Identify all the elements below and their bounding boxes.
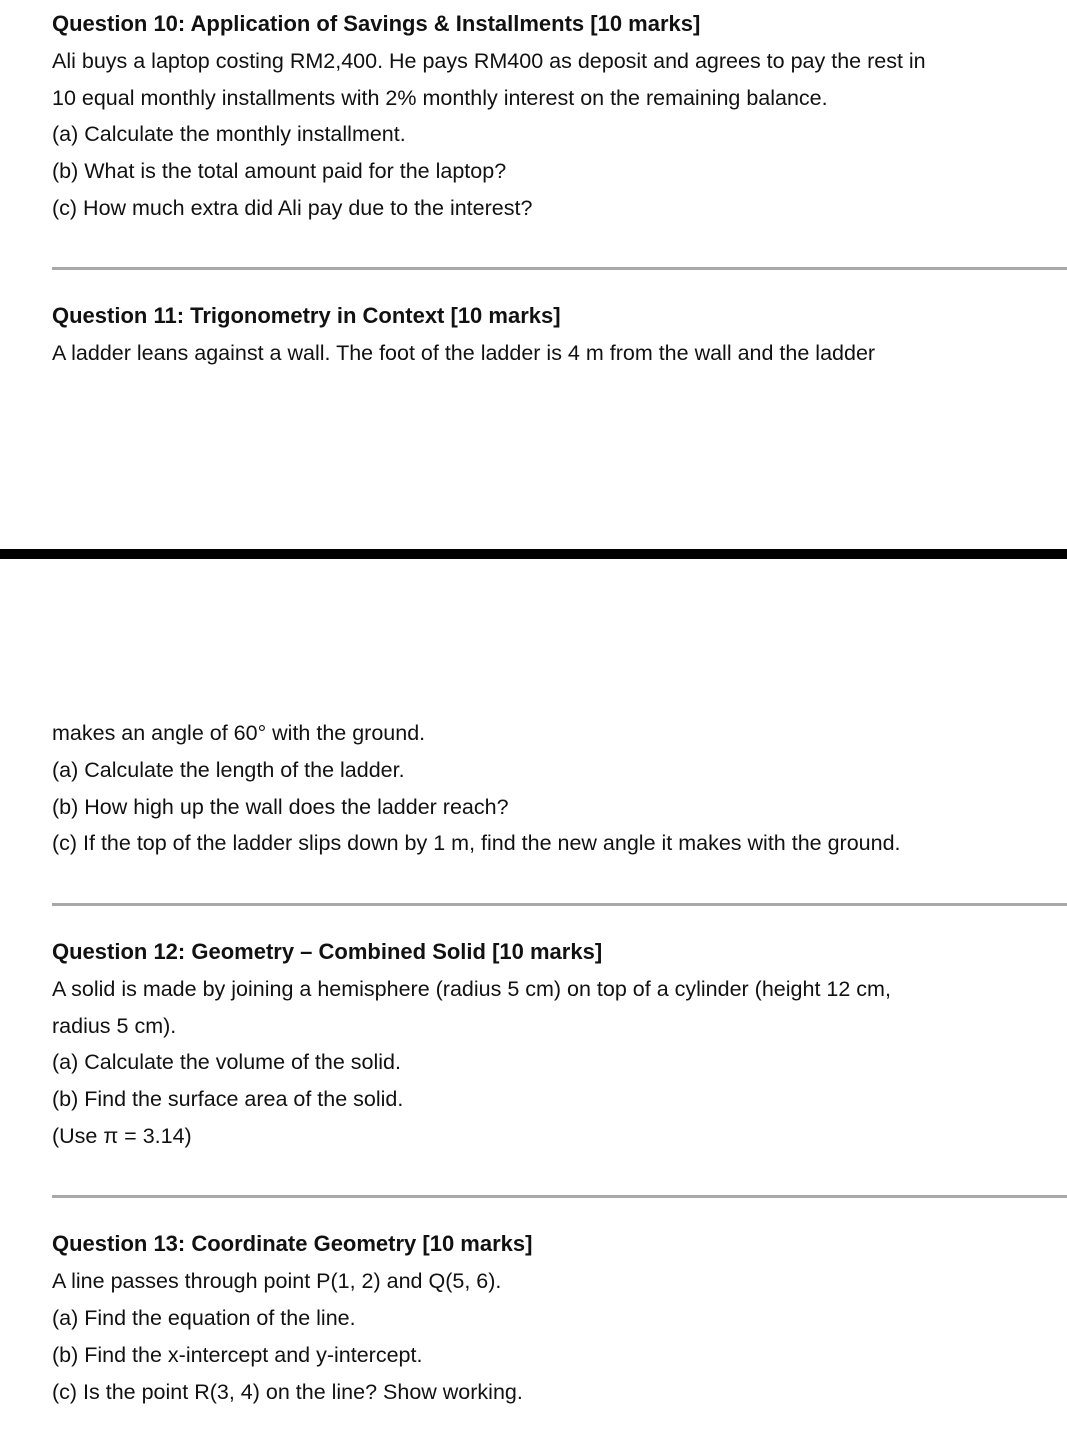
section-divider [52, 903, 1067, 906]
question-13-text: A line passes through point P(1, 2) and Q(5, 6). [52, 1269, 502, 1293]
question-11-text: makes an angle of 60° with the ground. [52, 721, 426, 745]
question-13-part-a: (a) Find the equation of the line. [52, 1306, 356, 1330]
section-divider [52, 1195, 1067, 1198]
question-13-title: Question 13: Coordinate Geometry [10 marks] [52, 1231, 533, 1256]
question-10-part-b: (b) What is the total amount paid for the laptop? [52, 159, 507, 183]
question-12-text: A solid is made by joining a hemisphere (radius 5 cm) on top of a cylinder (height 12 cm, [52, 977, 891, 1001]
question-12-text: radius 5 cm). [52, 1014, 177, 1038]
question-12-part-b: (b) Find the surface area of the solid. [52, 1087, 404, 1111]
question-10-title: Question 10: Application of Savings & Installments [10 marks] [52, 11, 701, 36]
section-divider [52, 267, 1067, 270]
question-11-part-b: (b) How high up the wall does the ladder reach? [52, 795, 509, 819]
question-13-part-c: (c) Is the point R(3, 4) on the line? Show working. [52, 1380, 523, 1404]
question-10-text: Ali buys a laptop costing RM2,400. He pays RM400 as deposit and agrees to pay the rest in [52, 49, 926, 73]
question-11-part-a: (a) Calculate the length of the ladder. [52, 758, 405, 782]
question-10-part-c: (c) How much extra did Ali pay due to the interest? [52, 196, 533, 220]
page-break-bar [0, 549, 1067, 559]
question-10-text: 10 equal monthly installments with 2% monthly interest on the remaining balance. [52, 86, 828, 110]
question-13-part-b: (b) Find the x-intercept and y-intercept. [52, 1343, 423, 1367]
question-10-part-a: (a) Calculate the monthly installment. [52, 122, 406, 146]
question-12-title: Question 12: Geometry – Combined Solid [10 marks] [52, 939, 603, 964]
question-11-title: Question 11: Trigonometry in Context [10 marks] [52, 303, 561, 328]
question-11-text: A ladder leans against a wall. The foot of the ladder is 4 m from the wall and the ladder [52, 341, 876, 365]
question-11-part-c: (c) If the top of the ladder slips down by 1 m, find the new angle it makes with the ground. [52, 831, 901, 855]
question-12-part-a: (a) Calculate the volume of the solid. [52, 1050, 401, 1074]
question-12-note: (Use π = 3.14) [52, 1124, 192, 1148]
